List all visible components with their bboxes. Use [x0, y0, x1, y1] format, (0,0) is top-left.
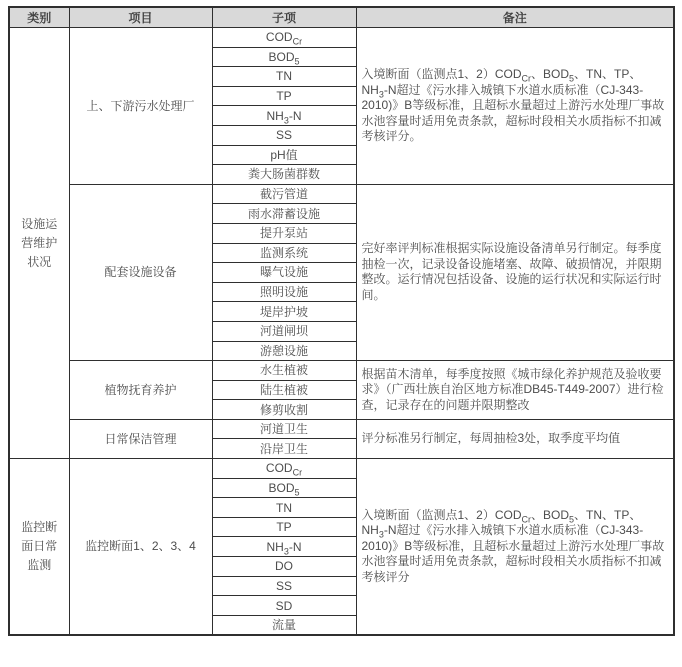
- subitem-cell: TN: [212, 498, 356, 518]
- table-body: [9, 28, 674, 635]
- column-header-category: 类别: [9, 7, 69, 28]
- item-cell: 日常保洁管理: [69, 419, 212, 458]
- table-row: [9, 361, 674, 381]
- remark-cell: 入境断面（监测点1、$2)COD_{Cr}$、$BOD_5$、TN、TP、$NH_3-N$超过《污水排入城镇下水道水质标准（CJ-343-2010)》B等级标准，且超标水量超过上游污水处理厂事故水池容量时适用免责条款，超标时段相关水质指标不扣减考核评分。: [356, 28, 674, 185]
- subitem-cell: 水生植被: [212, 361, 356, 381]
- subitem-cell: DO: [212, 557, 356, 577]
- category-cell: 设施运营维护状况: [9, 28, 69, 459]
- column-header-subitem: 子项: [212, 7, 356, 28]
- subitem-cell: 游憩设施: [212, 341, 356, 361]
- subitem-cell: 河道卫生: [212, 419, 356, 439]
- subitem-cell: 粪大肠菌群数: [212, 165, 356, 185]
- subitem-cell: TP: [212, 517, 356, 537]
- subitem-cell: SD: [212, 596, 356, 616]
- subitem-cell: 提升泵站: [212, 223, 356, 243]
- subitem-cell: 监测系统: [212, 243, 356, 263]
- subitem-cell: 陆生植被: [212, 380, 356, 400]
- remark-cell: 评分标准另行制定，每周抽检3处，取季度平均值: [356, 419, 674, 458]
- subitem-cell: 雨水滞蓄设施: [212, 204, 356, 224]
- subitem-cell: 堤岸护坡: [212, 302, 356, 322]
- subitem-cell: 修剪收割: [212, 400, 356, 420]
- assessment-table: [8, 6, 675, 636]
- remark-cell: 根据苗木清单，每季度按照《城市绿化养护规范及验收要求》（广西壮族自治区地方标准DB45-T449-2007）进行检查，记录存在的问题并限期整改: [356, 361, 674, 420]
- subitem-cell: $COD_{Cr}$: [212, 28, 356, 48]
- subitem-cell: $BOD_5$: [212, 47, 356, 67]
- item-cell: 配套设施设备: [69, 184, 212, 360]
- subitem-cell: 沿岸卫生: [212, 439, 356, 459]
- subitem-cell: 曝气设施: [212, 263, 356, 283]
- remark-cell: 入境断面（监测点1、$2)COD_{Cr}$、$BOD_5$、TN、TP、$NH_3-N$超过《污水排入城镇下水道水质标准（CJ-343-2010)》B等级标准，且超标水量超过上游污水处理厂事故水池容量时适用免责条款，超标时段相关水质指标不扣减考核评分: [356, 459, 674, 635]
- subitem-cell: 流量: [212, 615, 356, 635]
- subitem-cell: $COD_{Cr}$: [212, 459, 356, 479]
- item-cell: 上、下游污水处理厂: [69, 28, 212, 185]
- table-row: [9, 419, 674, 439]
- table-row: [9, 459, 674, 479]
- category-cell: 监控断面日常监测: [9, 459, 69, 635]
- subitem-cell: TP: [212, 86, 356, 106]
- item-cell: 植物抚育养护: [69, 361, 212, 420]
- column-header-remark: 备注: [356, 7, 674, 28]
- subitem-cell: SS: [212, 125, 356, 145]
- subitem-cell: TN: [212, 67, 356, 87]
- table-row: [9, 28, 674, 48]
- subitem-cell: pH值: [212, 145, 356, 165]
- subitem-cell: SS: [212, 576, 356, 596]
- subitem-cell: 截污管道: [212, 184, 356, 204]
- table-header-row: [9, 7, 674, 28]
- table-row: [9, 184, 674, 204]
- remark-cell: 完好率评判标准根据实际设施设备清单另行制定。每季度抽检一次，记录设备设施堵塞、故障、破损情况，并限期整改。运行情况包括设备、设施的运行状况和实际运行时间。: [356, 184, 674, 360]
- item-cell: 监控断面1、2、3、4: [69, 459, 212, 635]
- subitem-cell: $NH_3-N$: [212, 537, 356, 557]
- subitem-cell: 河道闸坝: [212, 321, 356, 341]
- subitem-cell: $BOD_5$: [212, 478, 356, 498]
- column-header-item: 项目: [69, 7, 212, 28]
- subitem-cell: $NH_3-N$: [212, 106, 356, 126]
- subitem-cell: 照明设施: [212, 282, 356, 302]
